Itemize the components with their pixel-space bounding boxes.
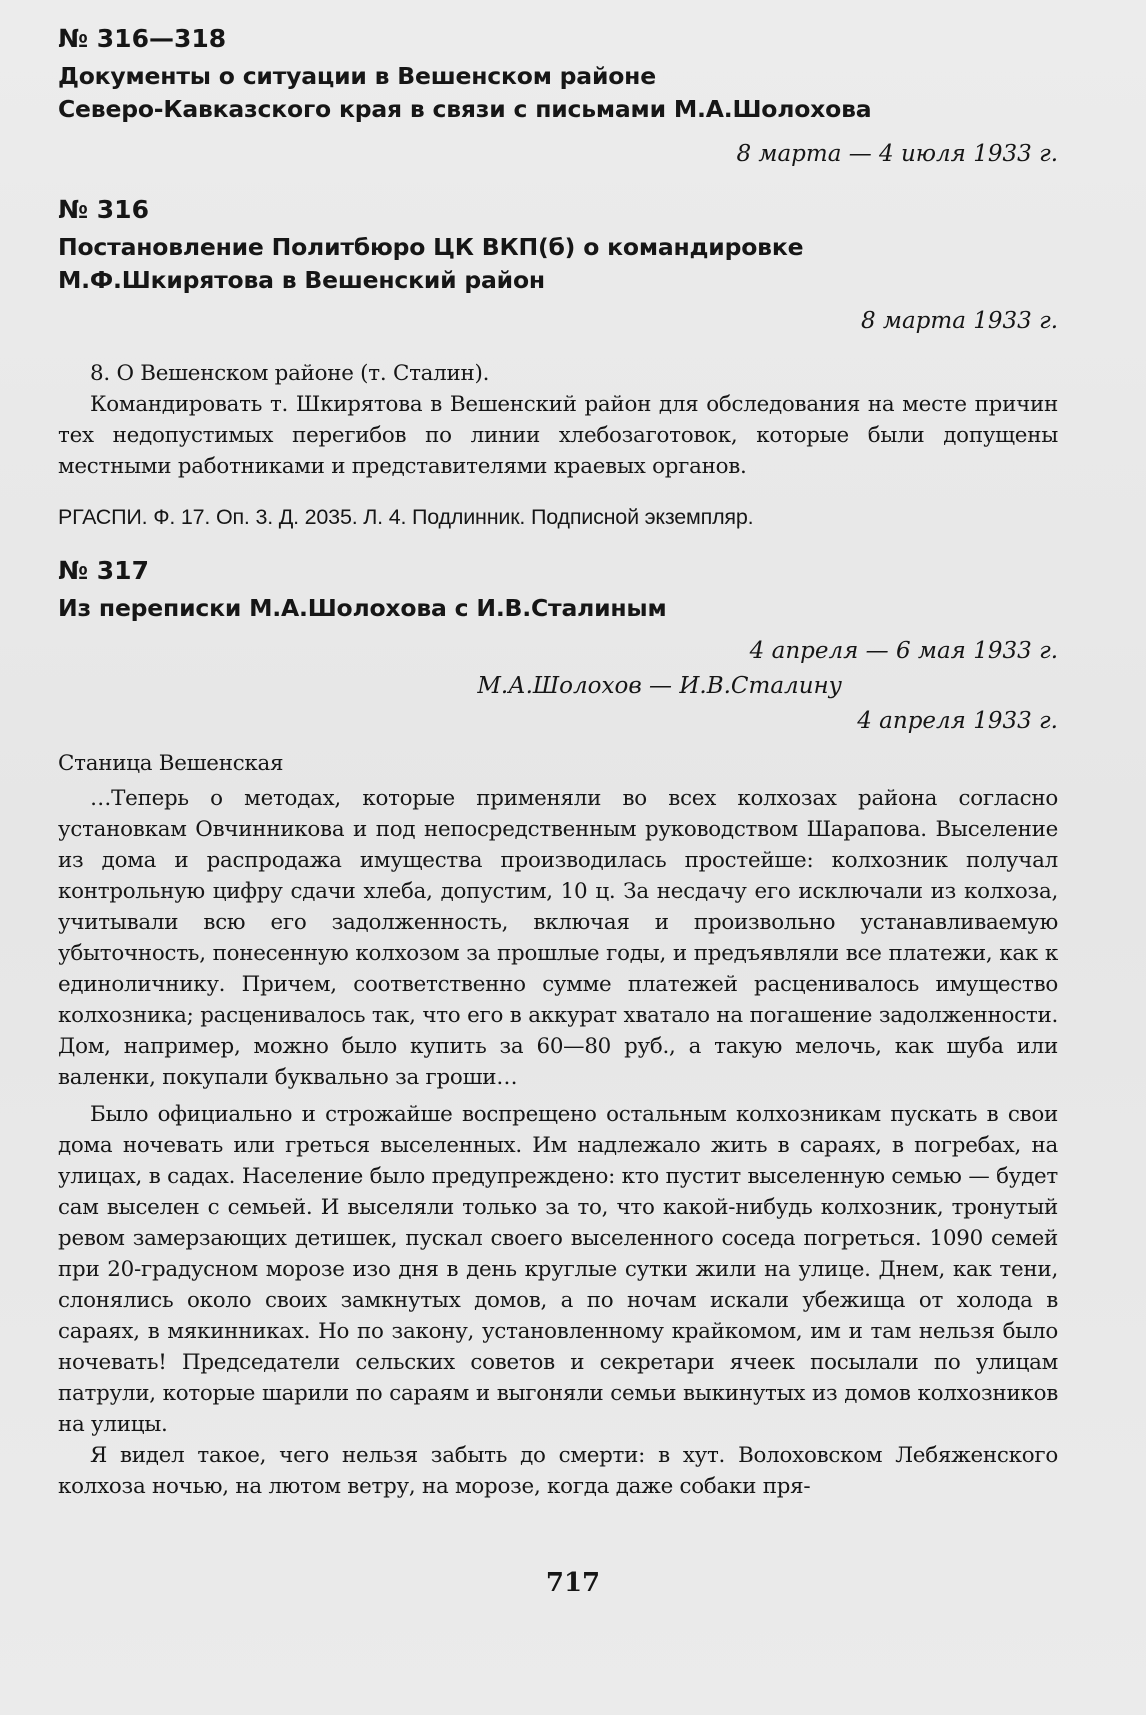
doc-316-title-line-2: М.Ф.Шкирятова в Вешенский район: [58, 266, 545, 294]
page-number: 717: [545, 1568, 601, 1598]
doc-316-number: № 316: [58, 195, 149, 224]
letter-paragraph-3: Я видел такое, чего нельзя забыть до смерти: в хут. Волоховском Лебяженского колхоза ночью, на лютом ветру, на морозе, когда даже собаки пря-: [58, 1443, 1058, 1499]
page-column: [58, 22, 1058, 1502]
letter-place: Станица Вешенская: [58, 751, 284, 776]
doc-316-source: РГАСПИ. Ф. 17. Оп. 3. Д. 2035. Л. 4. Подлинник. Подписной экземпляр.: [58, 505, 754, 529]
doc-316-item: 8. О Вешенском районе (т. Сталин).: [90, 361, 490, 386]
doc-317-date-range: 4 апреля — 6 мая 1933 г.: [749, 638, 1058, 664]
letter-paragraph-2: Было официально и строжайше воспрещено остальным колхозникам пускать в свои дома ночевать или греться выселенных. Им надлежало жить в сараях, в погребах, на улицах, в садах. Население было предупреждено: кто пустит выселенную семью — будет сам выселен с семьей. И выселяли только за то, что какой-нибудь колхозник, тронутый ревом замерзающих детишек, пускал своего выселенного соседа погреться. 1090 семей при 20-градусном морозе изо дня в день круглые сутки жили на улице. Днем, как тени, слонялись около своих замкнутых домов, а по ночам искали убежища от холода в сараях, в мякинниках. Но по закону, установленному крайкомом, им и там нельзя было ночевать! Председатели сельских советов и секретари ячеек посылали по улицам патрули, которые шарили по сараям и выгоняли семьи выкинутых из домов колхозников на улицы.: [58, 1102, 1058, 1437]
document-group-number: № 316—318: [58, 24, 227, 53]
document-group-date-range: 8 марта — 4 июля 1933 г.: [736, 141, 1058, 167]
document-group-title-line-2: Северо-Кавказского края в связи с письмами М.А.Шолохова: [58, 95, 872, 123]
doc-316-body: Командировать т. Шкирятова в Вешенский район для обследования на месте причин тех недопустимых перегибов по линии хлебозаготовок, которые были допущены местными работниками и представителями краевых органов.: [58, 392, 1058, 479]
letter-header: М.А.Шолохов — И.В.Сталину: [477, 673, 842, 699]
document-group-title-line-1: Документы о ситуации в Вешенском районе: [58, 62, 656, 90]
doc-317-title: Из переписки М.А.Шолохова с И.В.Сталиным: [58, 594, 667, 622]
doc-316-title-line-1: Постановление Политбюро ЦК ВКП(б) о командировке: [58, 233, 804, 261]
letter-paragraph-1: …Теперь о методах, которые применяли во всех колхозах района согласно установкам Овчинникова и под непосредственным руководством Шарапова. Выселение из дома и распродажа имущества производилась простейше: колхозник получал контрольную цифру сдачи хлеба, допустим, 10 ц. За несдачу его исключали из колхоза, учитывали всю его задолженность, включая и произвольно устанавливаемую убыточность, понесенную колхозом за прошлые годы, и предъявляли все платежи, как к единоличнику. Причем, соответственно сумме платежей расценивалось имущество колхозника; расценивалось так, что его в аккурат хватало на погашение задолженности. Дом, например, можно было купить за 60—80 руб., а такую мелочь, как шуба или валенки, покупали буквально за гроши…: [58, 786, 1058, 1090]
doc-317-number: № 317: [58, 556, 149, 585]
letter-date: 4 апреля 1933 г.: [857, 708, 1058, 734]
doc-316-date: 8 марта 1933 г.: [860, 308, 1058, 334]
